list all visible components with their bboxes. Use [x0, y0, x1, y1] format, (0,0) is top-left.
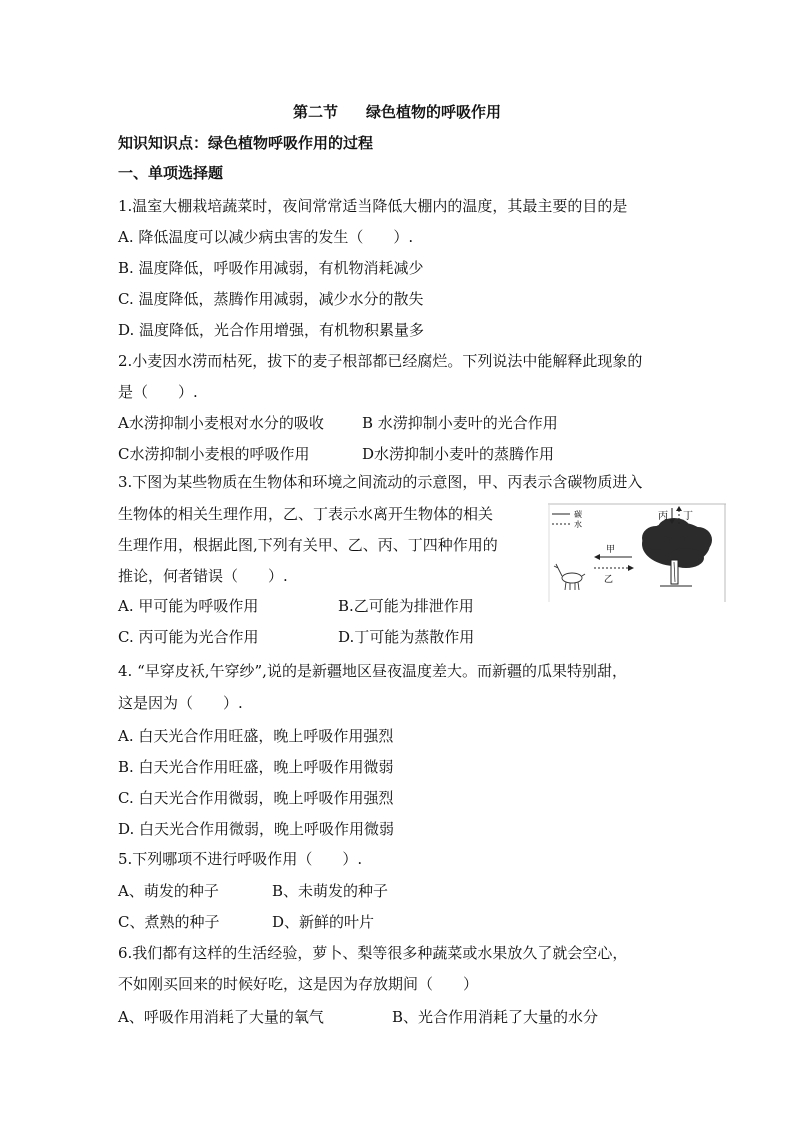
q2-option-c: C水涝抑制小麦根的呼吸作用	[118, 445, 310, 463]
q6-option-b: B、光合作用消耗了大量的水分	[392, 1008, 599, 1026]
q6-stem-line2: 不如刚买回来的时候好吃，这是因为存放期间（ ）	[118, 975, 479, 993]
label-jia: 甲	[606, 545, 616, 555]
legend-carbon-label: 碳	[574, 510, 582, 519]
q3-stem-line2: 生物体的相关生理作用，乙、丁表示水离开生物体的相关	[118, 505, 494, 523]
q5-option-b: B、未萌发的种子	[272, 882, 389, 900]
q3-stem-line1: 3.下图为某些物质在生物体和环境之间流动的示意图，甲、丙表示含碳物质进入	[118, 473, 643, 491]
q4-option-c: C. 白天光合作用微弱，晚上呼吸作用强烈	[118, 789, 394, 807]
q2-stem-line1: 2.小麦因水涝而枯死，拔下的麦子根部都已经腐烂。下列说法中能解释此现象的	[118, 352, 643, 370]
q3-stem-line4: 推论，何者错误（ ）.	[118, 567, 288, 585]
q2-stem-line2: 是（ ）.	[118, 383, 198, 401]
q1-stem: 1.温室大棚栽培蔬菜时，夜间常常适当降低大棚内的温度，其最主要的目的是	[118, 197, 628, 215]
page-title	[0, 102, 794, 122]
q3-option-b: B.乙可能为排泄作用	[338, 597, 474, 615]
q2-option-a: A水涝抑制小麦根对水分的吸收	[118, 414, 324, 432]
q1-option-d: D. 温度降低，光合作用增强，有机物积累量多	[118, 321, 425, 339]
section-topic: 绿色植物的呼吸作用	[366, 103, 502, 121]
section-number: 第二节	[292, 103, 338, 121]
q2-option-b: B 水涝抑制小麦叶的光合作用	[362, 414, 558, 432]
q3-option-d: D.丁可能为蒸散作用	[338, 628, 475, 646]
q1-option-b: B. 温度降低，呼吸作用减弱，有机物消耗减少	[118, 259, 424, 277]
q4-stem-line2: 这是因为（ ）.	[118, 694, 243, 712]
q4-stem-line1: 4. “早穿皮袄,午穿纱”,说的是新疆地区昼夜温度差大。而新疆的瓜果特别甜，	[118, 662, 627, 680]
knowledge-point-heading: 知识知识点：绿色植物呼吸作用的过程	[118, 134, 374, 152]
label-yi: 乙	[604, 575, 614, 585]
q4-option-a: A. 白天光合作用旺盛，晚上呼吸作用强烈	[118, 727, 394, 745]
q6-option-a: A、呼吸作用消耗了大量的氧气	[118, 1008, 324, 1026]
q5-option-d: D、新鲜的叶片	[272, 913, 375, 931]
q4-option-d: D. 白天光合作用微弱，晚上呼吸作用微弱	[118, 820, 395, 838]
label-bing: 丙	[658, 511, 668, 522]
q6-stem-line1: 6.我们都有这样的生活经验，萝卜、梨等很多种蔬菜或水果放久了就会空心，	[118, 944, 628, 962]
legend-water-label: 水	[574, 520, 582, 529]
tree-illustration	[642, 518, 712, 586]
deer-illustration	[554, 564, 585, 590]
q3-option-a: A. 甲可能为呼吸作用	[118, 597, 259, 615]
q3-option-c: C. 丙可能为光合作用	[118, 628, 259, 646]
q4-option-b: B. 白天光合作用旺盛，晚上呼吸作用微弱	[118, 758, 394, 776]
q3-stem-line3: 生理作用，根据此图,下列有关甲、乙、丙、丁四种作用的	[118, 536, 498, 554]
part-heading: 一、单项选择题	[118, 164, 224, 182]
q5-stem: 5.下列哪项不进行呼吸作用（ ）.	[118, 850, 363, 868]
q1-option-a: A. 降低温度可以减少病虫害的发生（ ）.	[118, 228, 414, 246]
q2-option-d: D水涝抑制小麦叶的蒸腾作用	[362, 445, 555, 463]
label-ding: 丁	[683, 511, 693, 522]
q5-option-c: C、煮熟的种子	[118, 913, 220, 931]
q1-option-c: C. 温度降低，蒸腾作用减弱，减少水分的散失	[118, 290, 424, 308]
q5-option-a: A、萌发的种子	[118, 882, 219, 900]
q3-figure	[548, 502, 726, 604]
